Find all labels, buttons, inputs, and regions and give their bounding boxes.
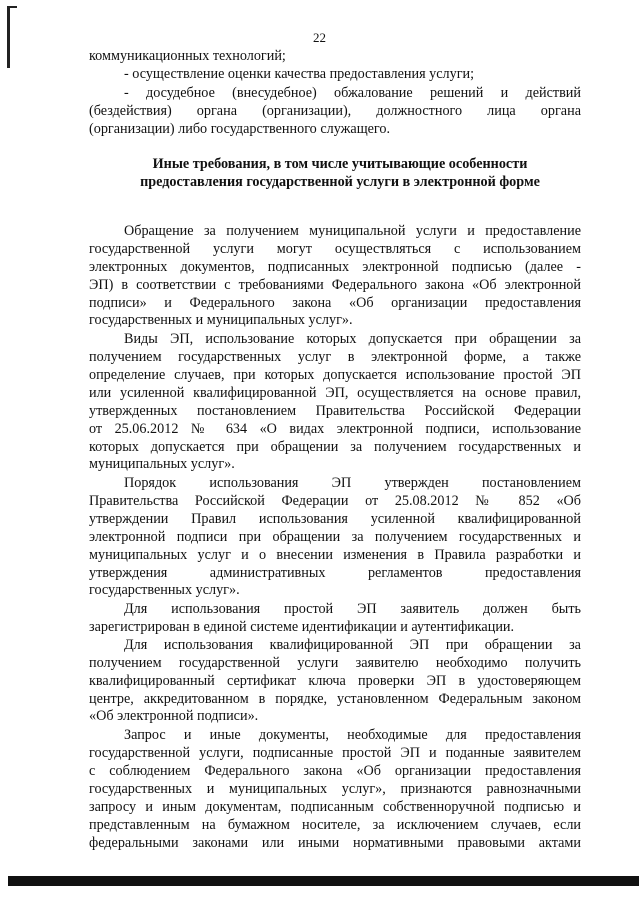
scan-margin-mark-top xyxy=(7,6,17,8)
text-line: коммуникационных технологий; xyxy=(89,48,286,64)
text-line: зарегистрирован в единой системе идентификации и аутентификации. xyxy=(89,619,515,635)
text-line: Порядок использования ЭП утвержден постановлением xyxy=(124,475,581,491)
text-line: или усиленной квалифицированной ЭП, осуществляется на основе правил, xyxy=(89,385,581,401)
text-line: государственной услуги могут осуществляться с использованием xyxy=(89,241,581,257)
text-line: (организации) либо государственного служащего. xyxy=(89,121,391,137)
text-line: с соблюдением Федерального закона «Об организации предоставления xyxy=(89,763,581,779)
text-line: муниципальных услуг». xyxy=(89,456,235,472)
text-line: «Об электронной подписи». xyxy=(89,708,259,724)
text-line: (бездействия) органа (организации), должностного лица органа xyxy=(89,103,581,119)
text-line: Для использования квалифицированной ЭП при обращении за xyxy=(124,637,581,653)
text-line: Обращение за получением муниципальной услуги и предоставление xyxy=(124,223,581,239)
text-line: получением государственных услуг в электронной форме, а также xyxy=(89,349,581,365)
text-line: утвержденных постановлением Правительства Российской Федерации xyxy=(89,403,581,419)
text-line: центре, аккредитованном в порядке, установленном Федеральным законом xyxy=(89,691,581,707)
text-line: утверждения административных регламентов предоставления xyxy=(89,565,581,581)
text-line: электронных документов, подписанных электронной подписью (далее - xyxy=(89,259,581,275)
text-line: получением государственной услуги заявителю необходимо получить xyxy=(89,655,581,671)
text-line: Запрос и иные документы, необходимые для предоставления xyxy=(124,727,581,743)
text-line: государственных и муниципальных услуг». xyxy=(89,312,353,328)
text-line: государственных услуг». xyxy=(89,582,240,598)
text-line: определение случаев, при которых допускается использование простой ЭП xyxy=(89,367,581,383)
scan-bottom-border xyxy=(8,876,639,886)
text-line: представленным на бумажном носителе, за исключением случаев, если xyxy=(89,817,581,833)
text-line: ЭП) в соответствии с требованиями Федерального закона «Об электронной xyxy=(89,277,581,293)
section-heading: Иные требования, в том числе учитывающие особенности xyxy=(152,156,528,172)
text-line: Для использования простой ЭП заявитель должен быть xyxy=(124,601,581,617)
text-line: которых допускается при обращении за получением государственных и xyxy=(89,439,581,455)
text-line: государственной услуги, подписанные простой ЭП и поданные заявителем xyxy=(89,745,581,761)
text-line: муниципальных услуг и о внесении изменения в Правила разработки и xyxy=(89,547,581,563)
text-line: электронной подписи при обращении за получением государственных и xyxy=(89,529,581,545)
page-number: 22 xyxy=(313,30,326,45)
text-line: Виды ЭП, использование которых допускается при обращении за xyxy=(124,331,581,347)
text-line: - досудебное (внесудебное) обжалование решений и действий xyxy=(124,85,581,101)
text-line: от 25.06.2012 № 634 «О видах электронной подписи, использование xyxy=(89,421,581,437)
text-line: подписи» и Федерального закона «Об организации предоставления xyxy=(89,295,581,311)
text-line: - осуществление оценки качества предоставления услуги; xyxy=(124,66,475,82)
text-line: Правительства Российской Федерации от 25.08.2012 № 852 «Об xyxy=(89,493,581,509)
text-line: утверждении Правил использования усиленной квалифицированной xyxy=(89,511,581,527)
text-line: государственных и муниципальных услуг», признаются равнозначными xyxy=(89,781,581,797)
section-heading: предоставления государственной услуги в электронной форме xyxy=(140,174,540,190)
text-line: федеральными законами или иными нормативными правовыми актами xyxy=(89,835,581,851)
text-line: квалифицированный сертификат ключа проверки ЭП в удостоверяющем xyxy=(89,673,581,689)
text-line: запросу и иным документам, подписанным собственноручной подписью и xyxy=(89,799,581,815)
